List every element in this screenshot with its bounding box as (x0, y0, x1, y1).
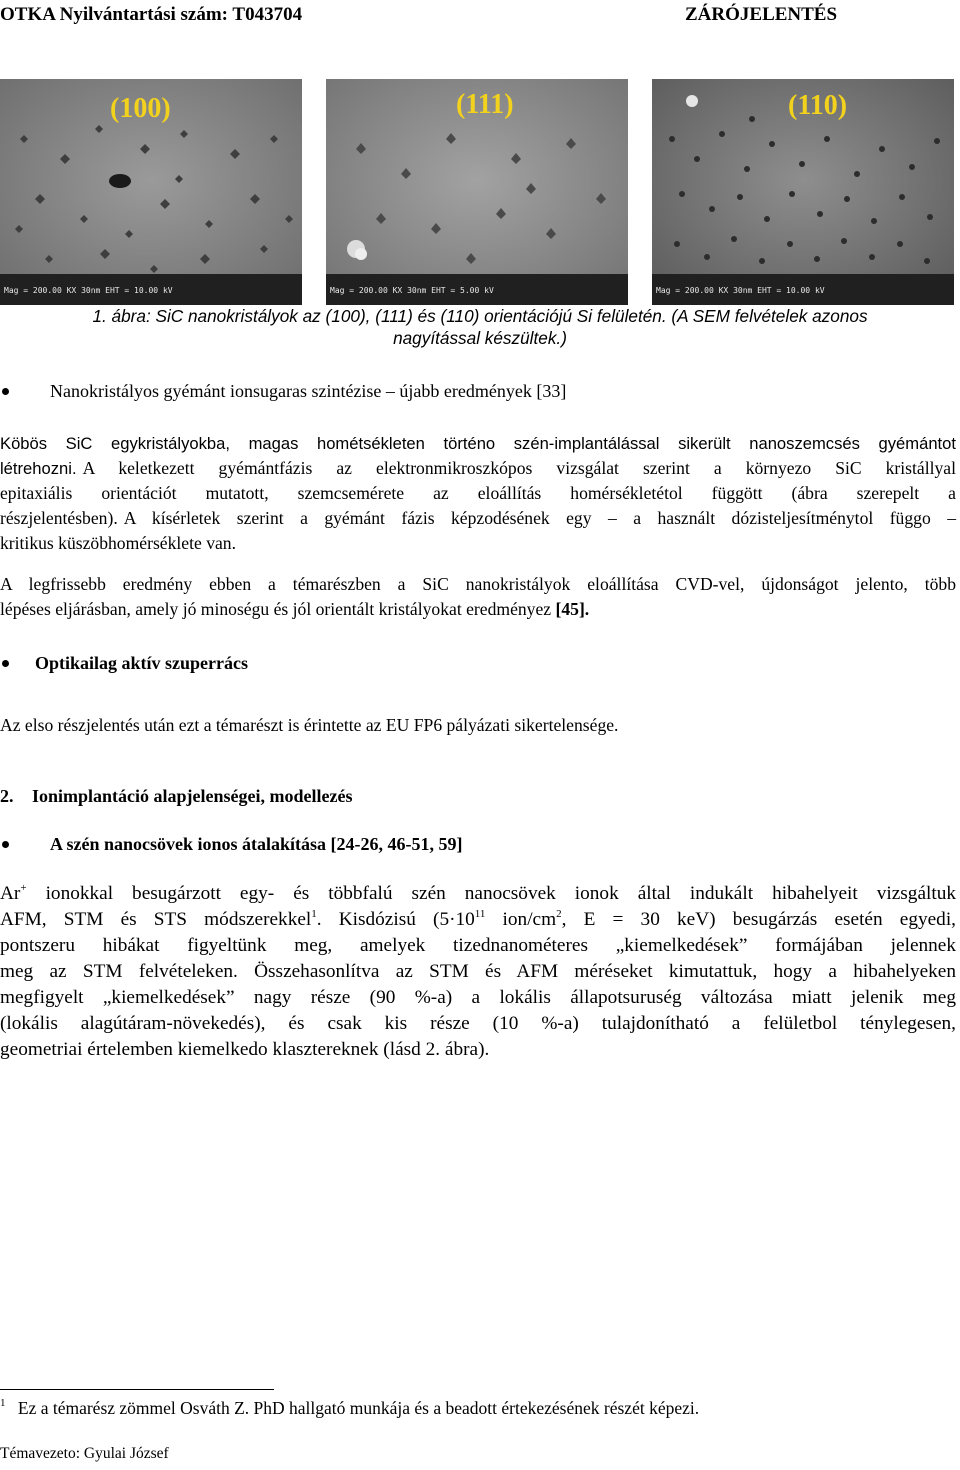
bullet-icon (2, 388, 9, 395)
bullet-text: Nanokristályos gyémánt ionsugaras szintézise – újabb eredmények [33] (50, 381, 567, 401)
text-fragment: . Kisdózisú (5·10 (316, 909, 475, 930)
footnote-text: Ez a témarész zömmel Osváth Z. PhD hallgató munkája és a beadott értekezésének részét képezi. (17, 1398, 700, 1418)
text-fragment: , E = 30 keV) besugárzás esetén egyedi, (561, 909, 956, 930)
bullet-icon (2, 841, 9, 848)
paragraph-fragment: részjelentésben). (0, 508, 118, 528)
paragraph-line (0, 506, 956, 531)
paragraph-line: epitaxiális orientációt mutatott, szemcsemérete az eloállítás homérsékletétol függött (ábra szerepelt a (0, 483, 956, 503)
header-project-id: OTKA Nyilvántartási szám: T043704 (0, 4, 303, 25)
section-heading (0, 786, 352, 807)
paragraph-line: geometriai értelemben kiemelkedo klasztereknek (lásd 2. ábra). (0, 1039, 490, 1060)
paragraph-line: megfigyelt „kiemelkedések” nagy része (90 %-a) a lokális állapotsuruség változása miatt jelenik meg (0, 987, 956, 1008)
header-report-type: ZÁRÓJELENTÉS (685, 4, 838, 25)
paragraph-line (0, 907, 956, 933)
reference-45: [45]. (555, 599, 590, 619)
footnote-mark: 1 (0, 1397, 6, 1409)
bullet-text: Optikailag aktív szuperrács (35, 653, 249, 673)
superscript: 11 (474, 908, 486, 920)
sem-image-100 (0, 79, 302, 305)
paragraph-cvd (0, 572, 956, 622)
paragraph-fragment: lépéses eljárásban, amely jó minoségu és jól orientált kristályokat eredményez (0, 599, 552, 619)
text-fragment: ionokkal besugárzott egy- és többfalú szén nanocsövek ionok által indukált hibahelyeit vizsgáltuk (26, 883, 956, 904)
panel-info-100: Mag = 200.00 KX 30nm EHT = 10.00 kV (4, 286, 173, 295)
paragraph-line: (lokális alagútáram-növekedés), és csak kis része (10 %-a) tulajdonítható a felületbol ténylegesen, (0, 1013, 956, 1034)
paragraph-line: meg az STM felvételeken. Összehasonlítva az STM és AFM méréseket kimutattuk, hogy a hibahelyeken (0, 961, 956, 982)
paragraph-line: kritikus küszöbhomérséklete van. (0, 533, 236, 553)
footnote-ref: 1 (311, 908, 317, 920)
figure-caption-line2: nagyítással készültek.) (393, 328, 567, 348)
bullet-icon (2, 660, 9, 667)
text-fragment: Ar (0, 883, 21, 904)
paragraph-diamond (0, 431, 956, 556)
panel-label-100: (100) (110, 93, 171, 124)
panel-label-111: (111) (456, 89, 514, 120)
sem-image-111 (326, 79, 628, 305)
footnote-separator (0, 1389, 274, 1390)
panel-label-110: (110) (788, 90, 848, 121)
bullet-diamond-synthesis (0, 381, 960, 405)
paragraph-line: pontszeru hibákat figyeltünk meg, amelyek tizednanométeres „kiemelkedések” formájában jelennek (0, 935, 956, 956)
paragraph-line: Az elso részjelentés után ezt a témarészt is érintette az EU FP6 pályázati sikertelensége. (0, 715, 619, 735)
paragraph-line (0, 456, 956, 481)
panel-info-110: Mag = 200.00 KX 30nm EHT = 10.00 kV (656, 286, 825, 295)
figure-caption-line1: 1. ábra: SiC nanokristályok az (100), (111) és (110) orientációjú Si felületén. (A SEM felvételek azonos (92, 306, 868, 326)
text-fragment: AFM, STM és STS módszerekkel (0, 909, 312, 930)
paragraph-fragment: létrehozni. (0, 459, 77, 478)
footer-supervisor: Témavezeto: Gyulai József (0, 1445, 169, 1462)
text-fragment: ion/cm (485, 909, 557, 930)
paragraph-fragment: A keletkezett gyémántfázis az elektronmikroszkópos vizsgálat szerint a környezo SiC kristállyal (82, 458, 956, 478)
superscript: + (20, 882, 27, 894)
bullet-superlattice (0, 653, 960, 677)
footnote (0, 1398, 699, 1419)
section-number: 2. (0, 786, 14, 806)
paragraph-fragment: A kísérletek szerint a gyémánt fázis képzodésének egy – a használt dózisteljesítménytol függo – (123, 508, 956, 528)
sem-image-110 (652, 79, 954, 305)
superscript: 2 (556, 908, 562, 920)
paragraph-line (0, 597, 956, 622)
paragraph-fp6 (0, 713, 956, 738)
section-title: Ionimplantáció alapjelenségei, modellezés (32, 786, 353, 806)
paragraph-nanotubes (0, 881, 956, 1063)
figure-caption (0, 305, 960, 349)
panel-info-111: Mag = 200.00 KX 30nm EHT = 5.00 kV (330, 286, 494, 295)
paragraph-line: Köbös SiC egykristályokba, magas hométsékleten történo szén-implantálással sikerült nanoszemcsés gyémántot (0, 434, 956, 453)
bullet-nanotubes (0, 834, 960, 858)
paragraph-line: A legfrissebb eredmény ebben a témarészben a SiC nanokristályok eloállítása CVD-vel, újdonságot jelento, több (0, 574, 956, 594)
bullet-text: A szén nanocsövek ionos átalakítása [24-26, 46-51, 59] (50, 834, 463, 854)
paragraph-line (0, 881, 956, 907)
